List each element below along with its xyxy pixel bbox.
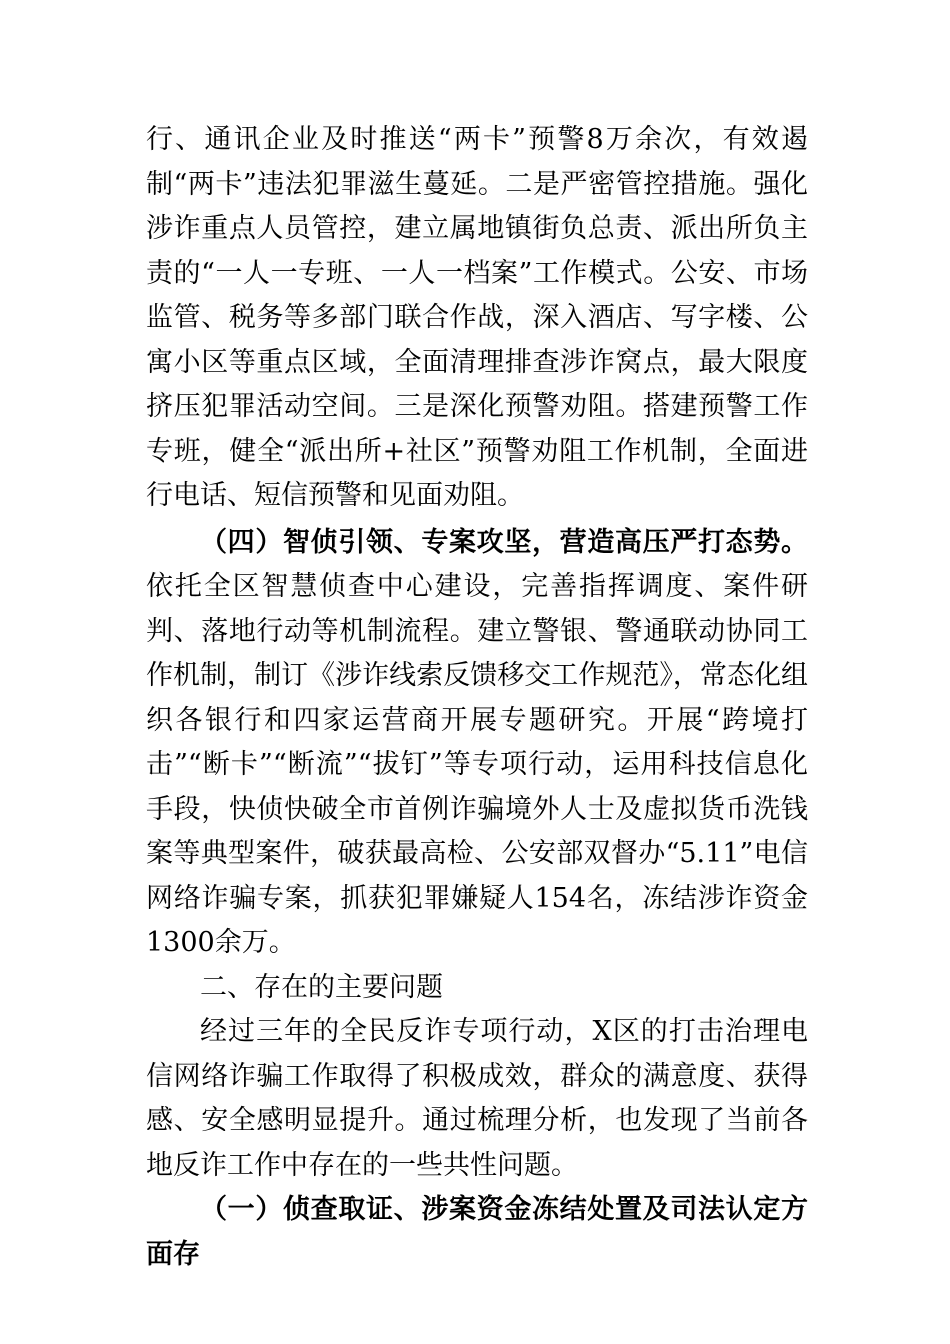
- paragraph-continuation: [146, 118, 808, 519]
- section-heading: （一）侦查取证、涉案资金冻结处置及司法认定方面存: [146, 1194, 808, 1270]
- chapter-heading-text: 二、存在的主要问题: [200, 971, 443, 1003]
- section-heading: （四）智侦引领、专案攻坚，营造高压严打态势。: [200, 526, 808, 558]
- chapter-heading: [146, 966, 808, 1011]
- paragraph-text: 经过三年的全民反诈专项行动，X区的打击治理电信网络诈骗工作取得了积极成效，群众的满意度、获得感、安全感明显提升。通过梳理分析，也发现了当前各地反诈工作中存在的一些共性问题。: [146, 1016, 808, 1181]
- paragraph-subsection-one: [146, 1188, 808, 1277]
- paragraph-text: 行、通讯企业及时推送“两卡”预警8万余次，有效遏制“两卡”违法犯罪滋生蔓延。二是严密管控措施。强化涉诈重点人员管控，建立属地镇街负总责、派出所负主责的“一人一专班、一人一档案”工作模式。公安、市场监管、税务等多部门联合作战，深入酒店、写字楼、公寓小区等重点区域，全面清理排查涉诈窝点，最大限度挤压犯罪活动空间。三是深化预警劝阻。搭建预警工作专班，健全“派出所+社区”预警劝阻工作机制，全面进行电话、短信预警和见面劝阻。: [146, 124, 808, 511]
- paragraph-section-four: [146, 521, 808, 966]
- document-body: [146, 118, 808, 1277]
- paragraph-intro: [146, 1010, 808, 1188]
- paragraph-text: 依托全区智慧侦查中心建设，完善指挥调度、案件研判、落地行动等机制流程。建立警银、警通联动协同工作机制，制订《涉诈线索反馈移交工作规范》，常态化组织各银行和四家运营商开展专题研究。开展“跨境打击”“断卡”“断流”“拔钉”等专项行动，运用科技信息化手段，快侦快破全市首例诈骗境外人士及虚拟货币洗钱案等典型案件，破获最高检、公安部双督办“5.11”电信网络诈骗专案，抓获犯罪嫌疑人154名，冻结涉诈资金1300余万。: [146, 571, 808, 958]
